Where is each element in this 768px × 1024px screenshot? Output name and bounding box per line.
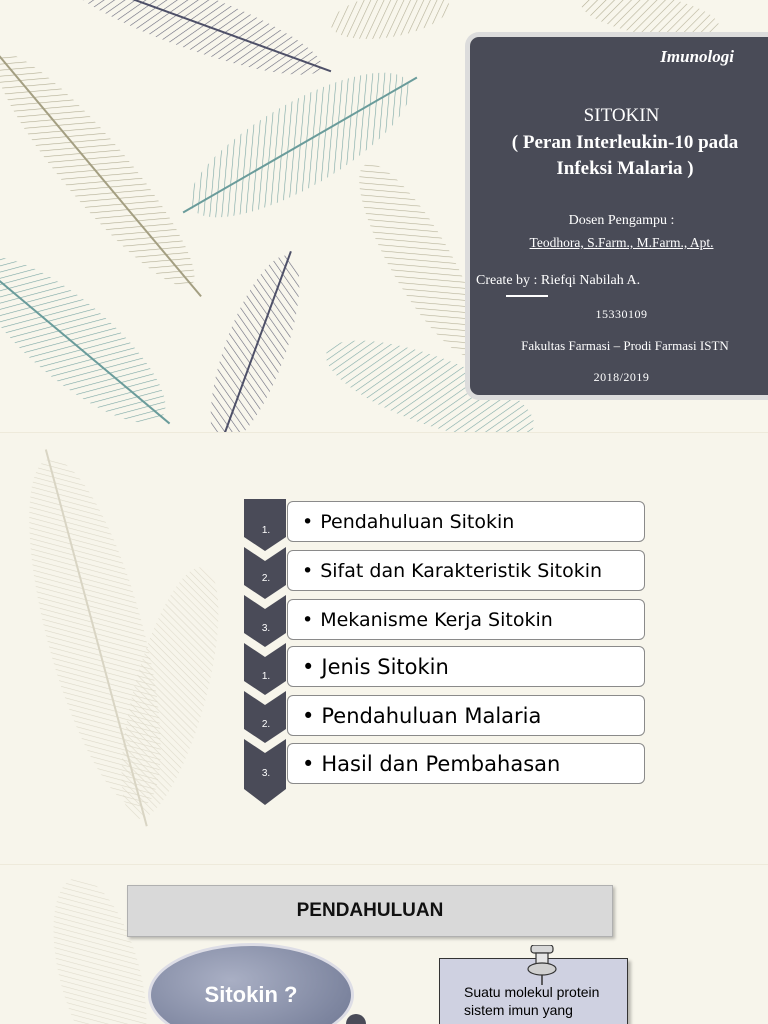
bullet: • (302, 654, 315, 679)
outline-item-label: Sifat dan Karakteristik Sitokin (320, 559, 603, 582)
lecturer-label: Dosen Pengampu : (568, 213, 675, 228)
outline-item-label: Pendahuluan Malaria (321, 703, 542, 728)
bullet: • (302, 703, 315, 728)
chevron-3 (244, 595, 286, 647)
introduction-slide (0, 864, 768, 1024)
student-id: 15330109 (595, 307, 648, 321)
note-line-2: sistem imun yang (464, 1002, 573, 1018)
decorative-circle-icon (344, 1012, 368, 1024)
bullet: • (302, 751, 315, 776)
chevron-number-5: 2. (261, 719, 271, 730)
outline-item (287, 743, 645, 784)
presentation-title: SITOKIN (583, 105, 660, 126)
bullet: • (302, 608, 314, 631)
outline-item-label: Hasil dan Pembahasan (321, 751, 561, 776)
academic-year: 2018/2019 (593, 370, 650, 384)
course-name: Imunologi (660, 47, 734, 66)
creator-underline (506, 295, 548, 297)
subtitle-line-1: ( Peran Interleukin-10 pada (511, 132, 739, 153)
outline-slide (0, 432, 768, 864)
bullet: • (302, 559, 314, 582)
chevron-number-1: 1. (261, 525, 271, 536)
section-header: PENDAHULUAN (127, 885, 613, 937)
chevron-number-6: 3. (261, 768, 271, 779)
creator-line (476, 273, 640, 289)
creator-name: : Riefqi Nabilah A. (533, 273, 641, 288)
creator-label: Create by (476, 273, 531, 288)
chevron-4 (244, 643, 286, 695)
bullet: • (302, 510, 314, 533)
outline-item (287, 599, 645, 640)
subtitle-line-2: Infeksi Malaria ) (556, 158, 694, 179)
outline-item-label: Mekanisme Kerja Sitokin (320, 608, 553, 631)
note-line-1: Suatu molekul protein (464, 984, 600, 1000)
outline-item (287, 550, 645, 591)
question-oval: Sitokin ? (148, 943, 354, 1024)
lecturer-name: Teodhora, S.Farm., M.Farm., Apt. (529, 235, 714, 250)
title-slide (0, 0, 768, 432)
outline-item-label: Pendahuluan Sitokin (320, 510, 515, 533)
outline-item-label: Jenis Sitokin (321, 654, 449, 679)
chevron-number-2: 2. (261, 573, 271, 584)
outline-item (287, 501, 645, 542)
outline-item (287, 646, 645, 687)
chevron-5 (244, 691, 286, 743)
pushpin-icon (525, 945, 559, 987)
title-card (465, 32, 768, 400)
numbered-chevron-strip (240, 499, 290, 809)
presentation-subtitle (480, 130, 768, 182)
outline-item (287, 695, 645, 736)
chevron-number-3: 3. (261, 623, 271, 634)
faculty-name: Fakultas Farmasi – Prodi Farmasi ISTN (521, 338, 729, 353)
chevron-number-4: 1. (261, 671, 271, 682)
